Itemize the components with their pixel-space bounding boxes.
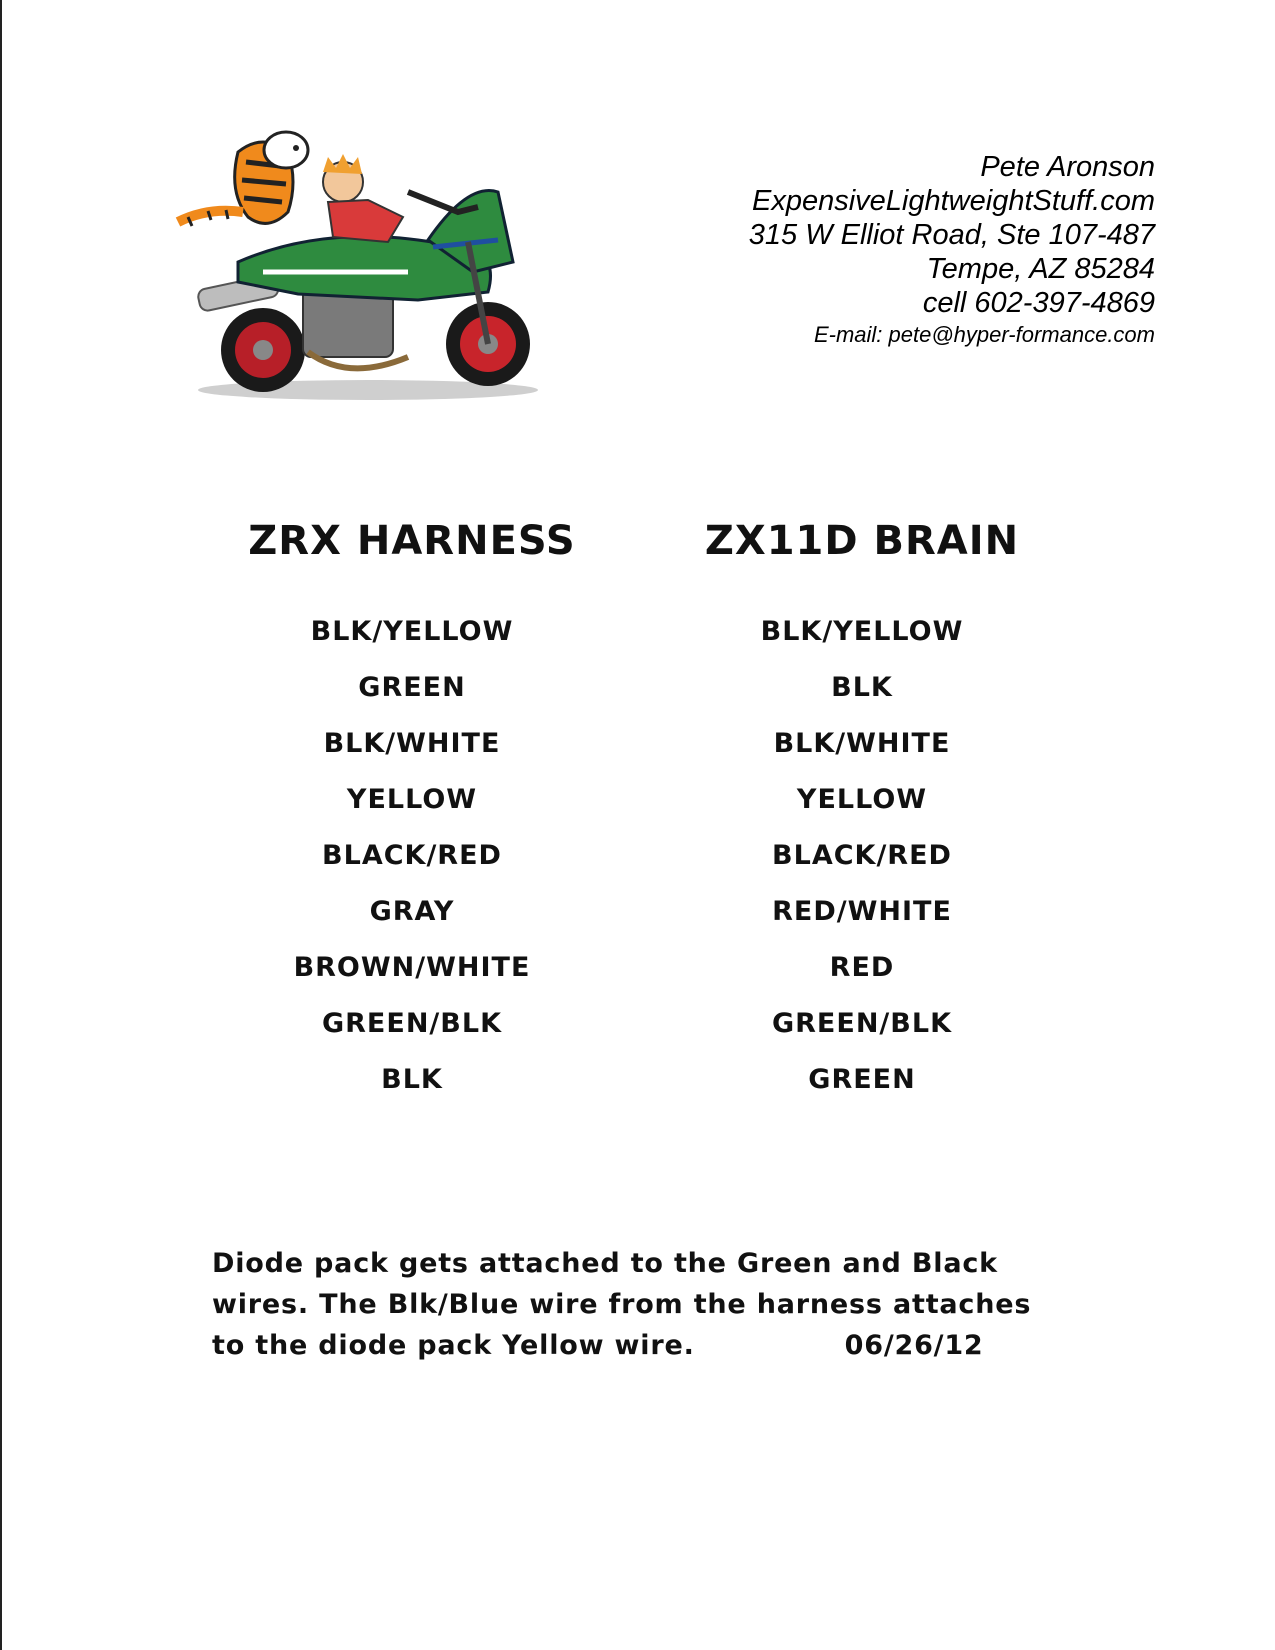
wire-item: BLK/YELLOW: [310, 616, 514, 647]
wire-item: BLACK/RED: [772, 840, 952, 871]
contact-name: Pete Aronson: [980, 151, 1155, 183]
wire-item: GREEN/BLK: [771, 1008, 952, 1039]
contact-address-line1: 315 W Elliot Road, Ste 107-487: [748, 219, 1155, 251]
wire-item: RED/WHITE: [772, 896, 952, 927]
contact-block: [749, 150, 1155, 350]
note-line-3-text: to the diode pack Yellow wire.: [212, 1330, 695, 1361]
note-date: 06/26/12: [844, 1330, 984, 1361]
wire-item: GREEN: [358, 672, 466, 703]
page-left-border: [0, 0, 2, 1650]
wire-item: BLK/YELLOW: [760, 616, 964, 647]
contact-address-line2: Tempe, AZ 85284: [926, 253, 1155, 285]
contact-phone: cell 602-397-4869: [922, 287, 1155, 319]
zrx-harness-heading: ZRX HARNESS: [248, 518, 576, 564]
wire-item: RED: [829, 952, 895, 983]
note-line-2: wires. The Blk/Blue wire from the harness attaches: [212, 1289, 1032, 1320]
wire-item: BLK/WHITE: [323, 728, 501, 759]
note-line-1: Diode pack gets attached to the Green and Black: [212, 1248, 998, 1279]
wire-item: YELLOW: [346, 784, 478, 815]
zx11d-brain-heading: ZX11D BRAIN: [704, 518, 1020, 564]
zrx-harness-wire-list: [152, 604, 672, 1108]
wire-item: YELLOW: [796, 784, 928, 815]
contact-email: E-mail: pete@hyper-formance.com: [813, 322, 1155, 347]
wire-item: BLK/WHITE: [773, 728, 951, 759]
diode-pack-note: [212, 1243, 1072, 1366]
wire-item: GREEN: [808, 1064, 916, 1095]
wire-item: BLACK/RED: [322, 840, 502, 871]
wire-item: GREEN/BLK: [321, 1008, 502, 1039]
wire-item: BROWN/WHITE: [293, 952, 531, 983]
note-line-3: [212, 1325, 1072, 1366]
contact-website: ExpensiveLightweightStuff.com: [752, 185, 1155, 217]
tiger-riding-motorcycle-cartoon-icon: [168, 122, 558, 412]
wire-item: GRAY: [369, 896, 455, 927]
wire-item: BLK: [381, 1064, 443, 1095]
wire-item: BLK: [831, 672, 893, 703]
zx11d-brain-wire-list: [602, 604, 1122, 1108]
